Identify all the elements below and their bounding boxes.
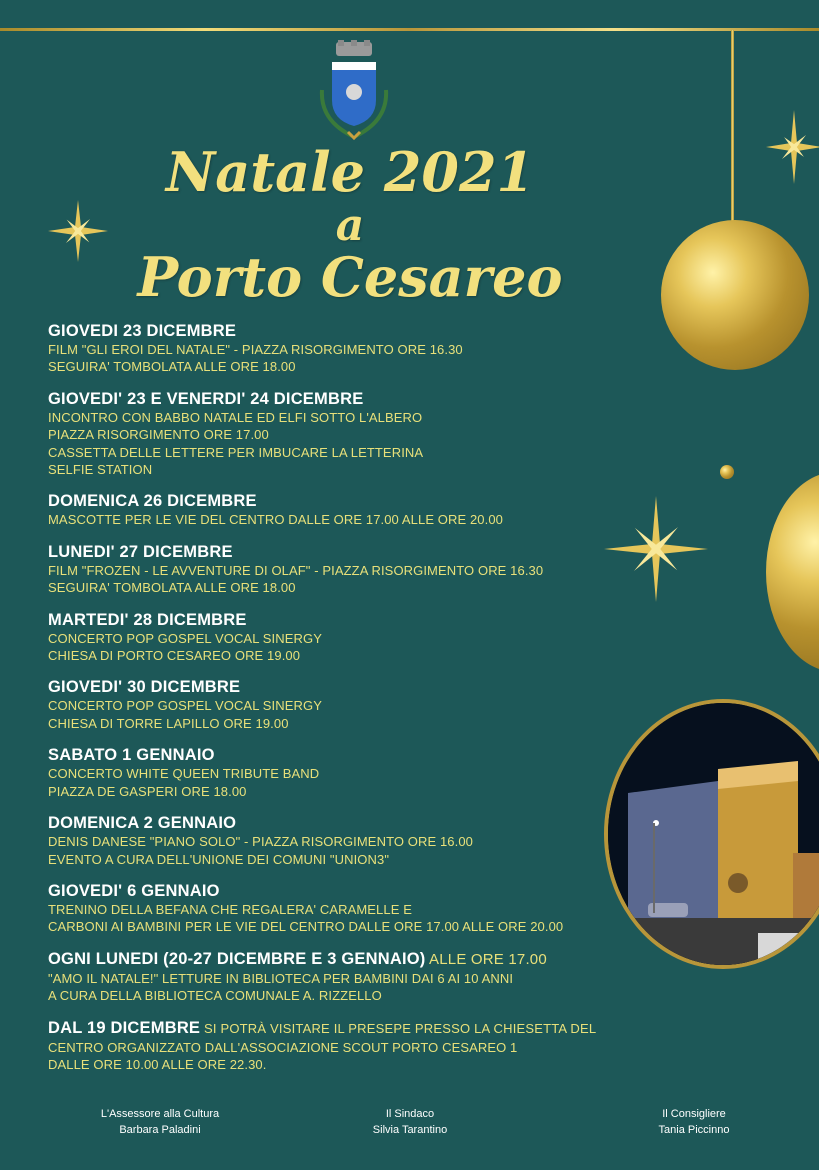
footer-signature-consigliere: [594, 1106, 794, 1138]
title-line-3: Porto Cesareo: [137, 245, 563, 309]
event-title: LUNEDI' 27 DICEMBRE: [48, 542, 233, 561]
event-title-inline: SI POTRÀ VISITARE IL PRESEPE PRESSO LA CHIESETTA DEL: [200, 1020, 597, 1036]
event-line: CENTRO ORGANIZZATO DALL'ASSOCIAZIONE SCOUT PORTO CESAREO 1: [48, 1039, 518, 1055]
event-line: CASSETTA DELLE LETTERE PER IMBUCARE LA LETTERINA: [48, 444, 424, 460]
event-item: [48, 321, 688, 376]
gold-ornament-partial-icon: [766, 472, 819, 672]
sparkle-icon: [766, 110, 819, 184]
event-line: SEGUIRA' TOMBOLATA ALLE ORE 18.00: [48, 580, 296, 596]
footer-name: Tania Piccinno: [658, 1124, 730, 1136]
event-line: CHIESA DI PORTO CESAREO ORE 19.00: [48, 648, 301, 664]
title-line-2: a: [335, 200, 365, 251]
footer-name: Silvia Tarantino: [372, 1124, 448, 1136]
event-title: SABATO 1 GENNAIO: [48, 746, 215, 765]
event-line: FILM "GLI EROI DEL NATALE" - PIAZZA RISORGIMENTO ORE 16.30: [48, 342, 463, 357]
footer-signature-sindaco: [310, 1106, 510, 1138]
event-title: GIOVEDI' 23 E VENERDI' 24 DICEMBRE: [48, 389, 364, 408]
event-line: INCONTRO CON BABBO NATALE ED ELFI SOTTO L'ALBERO: [48, 409, 423, 425]
event-line: "AMO IL NATALE!" LETTURE IN BIBLIOTECA PER BAMBINI DAI 6 AI 10 ANNI: [48, 970, 514, 986]
event-title: GIOVEDI' 30 DICEMBRE: [48, 678, 241, 697]
event-title: GIOVEDI 23 DICEMBRE: [48, 322, 237, 340]
event-title: MARTEDI' 28 DICEMBRE: [48, 610, 247, 629]
event-line: TRENINO DELLA BEFANA CHE REGALERA' CARAMELLE E: [48, 901, 412, 917]
event-line: CONCERTO POP GOSPEL VOCAL SINERGY: [48, 630, 322, 646]
event-item: [48, 813, 688, 868]
event-line: DALLE ORE 10.00 ALLE ORE 22.30.: [48, 1056, 267, 1072]
footer-role: Il Consigliere: [662, 1108, 726, 1120]
small-gold-bead-icon: [720, 465, 734, 479]
event-line: CHIESA DI TORRE LAPILLO ORE 19.00: [48, 715, 289, 731]
event-item: [48, 677, 688, 732]
footer-signature-assessore: [60, 1106, 260, 1138]
event-item: [48, 610, 688, 665]
gold-top-line: [0, 28, 819, 31]
event-line: SEGUIRA' TOMBOLATA ALLE ORE 18.00: [48, 359, 296, 375]
title-line-1: Natale 2021: [165, 140, 535, 204]
footer-role: L'Assessore alla Cultura: [100, 1108, 220, 1120]
event-title-inline: ALLE ORE 17.00: [425, 950, 547, 968]
event-line: SELFIE STATION: [48, 462, 153, 478]
footer-role: Il Sindaco: [385, 1108, 435, 1120]
event-item: [48, 881, 688, 936]
event-line: A CURA DELLA BIBLIOTECA COMUNALE A. RIZZELLO: [48, 988, 382, 1004]
ornament-string: [731, 30, 734, 222]
event-item: [48, 745, 688, 800]
event-line: CONCERTO POP GOSPEL VOCAL SINERGY: [48, 698, 322, 714]
event-line: DENIS DANESE "PIANO SOLO" - PIAZZA RISORGIMENTO ORE 16.00: [48, 834, 474, 850]
event-line: CONCERTO WHITE QUEEN TRIBUTE BAND: [48, 766, 320, 782]
event-line: PIAZZA DE GASPERI ORE 18.00: [48, 783, 247, 799]
event-line: MASCOTTE PER LE VIE DEL CENTRO DALLE ORE 17.00 ALLE ORE 20.00: [48, 512, 504, 528]
event-title: DOMENICA 2 GENNAIO: [48, 814, 237, 833]
event-title: GIOVEDI' 6 GENNAIO: [48, 881, 220, 900]
footer-name: Barbara Paladini: [119, 1124, 201, 1136]
crest-icon: [316, 40, 392, 140]
event-item: [48, 949, 688, 1005]
tower-night-image: [608, 703, 819, 969]
event-line: EVENTO A CURA DELL'UNIONE DEI COMUNI "UNION3": [48, 851, 390, 867]
event-line: FILM "FROZEN - LE AVVENTURE DI OLAF" - PIAZZA RISORGIMENTO ORE 16.30: [48, 562, 544, 578]
event-line: CARBONI AI BAMBINI PER LE VIE DEL CENTRO DALLE ORE 17.00 ALLE ORE 20.00: [48, 919, 564, 935]
event-item: [48, 542, 688, 597]
event-title: DAL 19 DICEMBRE SI POTRÀ VISITARE IL PRESEPE PRESSO LA CHIESETTA DEL: [48, 1018, 597, 1037]
event-title: OGNI LUNEDI (20-27 DICEMBRE E 3 GENNAIO) ALLE ORE 17.00: [48, 949, 547, 968]
event-line: PIAZZA RISORGIMENTO ORE 17.00: [48, 427, 269, 443]
event-title: DOMENICA 26 DICEMBRE: [48, 492, 257, 511]
event-item: [48, 1018, 688, 1074]
event-item: [48, 389, 688, 479]
event-item: [48, 491, 688, 528]
event-list: [48, 321, 688, 1086]
